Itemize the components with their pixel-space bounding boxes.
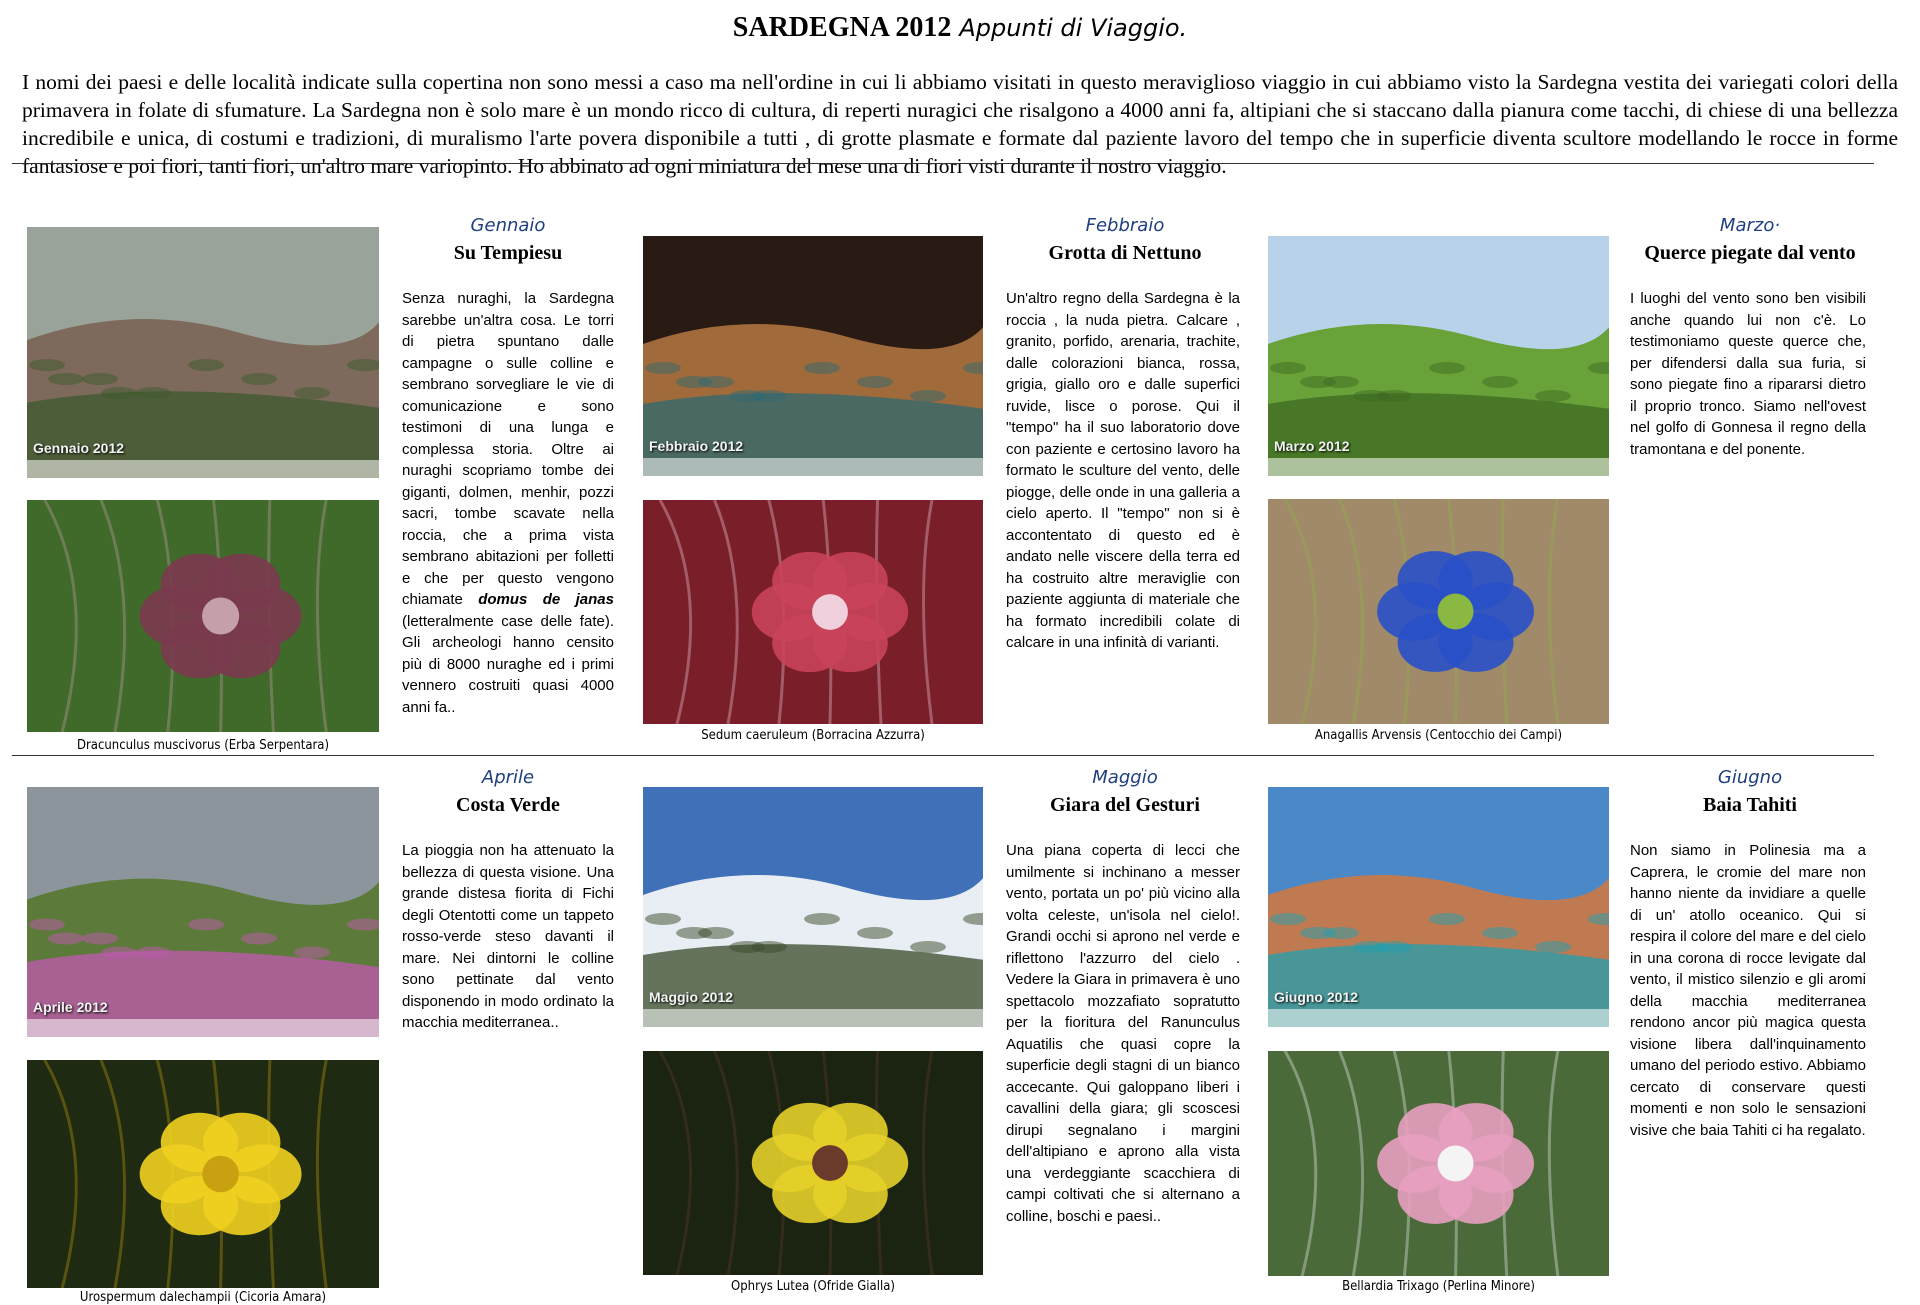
flower-caption: Anagallis Arvensis (Centocchio dei Campi) <box>1314 728 1563 743</box>
flower-caption: Ophrys Lutea (Ofride Gialla) <box>731 1279 895 1294</box>
description-emphasis: domus de janas <box>478 591 614 608</box>
description-text: I luoghi del vento sono ben visibili anche quando lui non c'è. Lo testimoniamo queste querce che, per difendersi dalla sua furia, si sono piegate fino a ripararsi dietro il proprio tronco. Siamo nell'ovest nel golfo di Gonnesa il regno della tramontana e del ponente. <box>1630 290 1866 458</box>
calendar-strip <box>1268 1009 1609 1027</box>
month-photo <box>27 787 379 1037</box>
month-photo <box>27 227 379 478</box>
calendar-strip <box>1268 458 1609 476</box>
month-name: Marzo· <box>1719 215 1781 236</box>
flower-photo <box>27 1060 379 1288</box>
calendar-label: Febbraio 2012 <box>649 438 744 454</box>
flower-caption: Urospermum dalechampii (Cicoria Amara) <box>79 1290 327 1305</box>
place-name: Su Tempiesu <box>453 242 563 264</box>
month-description <box>1630 288 1866 460</box>
calendar-label: Gennaio 2012 <box>33 440 125 456</box>
description-text: (letteralmente case delle fate). Gli archeologi hanno censito più di 8000 nuraghe ed i primi vennero costruiti quasi 4000 anni fa.. <box>402 612 614 716</box>
flower-photo <box>27 500 379 732</box>
month-name: Aprile <box>481 767 535 788</box>
month-photo <box>1268 236 1609 476</box>
title-subtitle: Appunti di Viaggio. <box>959 14 1188 42</box>
place-name: Baia Tahiti <box>1703 794 1797 816</box>
calendar-label: Giugno 2012 <box>1274 989 1359 1005</box>
calendar-label: Maggio 2012 <box>649 989 734 1005</box>
divider-top <box>12 163 1874 164</box>
month-description <box>402 840 614 1034</box>
month-description <box>1006 288 1240 654</box>
description-text: Non siamo in Polinesia ma a Caprera, le cromie del mare non hanno niente da invidiare a quelle di un' atollo oceanico. Qui si respira il colore del mare e del cielo in una corona di rocce levigate dal vento, il mistico silenzio e gli aromi della macchia mediterranea rendono ancor più magica questa visione libera dall'inquinamento umano del periodo estivo. Abbiamo cercato di conservare questi momenti e non solo le sensazioni visive che baia Tahiti ci ha regalato. <box>1630 842 1866 1139</box>
flower-caption: Bellardia Trixago (Perlina Minore) <box>1342 1279 1535 1294</box>
month-description <box>1006 840 1240 1227</box>
description-text: Senza nuraghi, la Sardegna sarebbe un'altra cosa. Le torri di pietra spuntano dalle campagne o sulle colline e sembrano sorvegliare le vie di comunicazione e sono testimoni di una lunga e complessa storia. Oltre ai nuraghi scopriamo tombe dei giganti, dolmen, menhir, pozzi sacri, tombe scavate nella roccia, che a prima vista sembrano abitazioni per folletti e che per questo vengono chiamate <box>402 290 614 608</box>
month-name: Giugno <box>1717 767 1783 788</box>
calendar-label: Aprile 2012 <box>33 999 108 1015</box>
month-description <box>1630 840 1866 1141</box>
intro-paragraph: I nomi dei paesi e delle località indicate sulla copertina non sono messi a caso ma nell'ordine in cui li abbiamo visitati in questo meraviglioso viaggio in cui abbiamo visto la Sardegna vestita dei variegati colori della primavera in folate di sfumature. La Sardegna non è solo mare è un mondo ricco di cultura, di reperti nuragici che risalgono a 4000 anni fa, altipiani che si staccano dalla pianura come tacchi, di chiese di una bellezza incredibile e unica, di costumi e tradizioni, di muralismo l'arte povera disponibile a tutti , di grotte plasmate e formate dal paziente lavoro del tempo che in superficie diventa scultore modellando le rocce in forme fantasiose e poi fiori, tanti fiori, un'altro mare variopinto. Ho abbinato ad ogni miniatura del mese una di fiori visti durante il nostro viaggio. <box>22 70 1898 178</box>
place-name: Querce piegate dal vento <box>1644 242 1856 264</box>
month-photo <box>1268 787 1609 1027</box>
flower-photo <box>1268 1051 1609 1276</box>
month-name: Maggio <box>1092 767 1158 788</box>
calendar-strip <box>643 1009 983 1027</box>
description-text: La pioggia non ha attenuato la bellezza di questa visione. Una grande distesa fiorita di Fichi degli Otentotti come un tappeto rosso-verde steso davanti il mare. Nei dintorni le colline sono pettinate dal vento disponendo in modo ordinato la macchia mediterranea.. <box>402 842 614 1031</box>
flower-photo <box>643 500 983 724</box>
month-name: Febbraio <box>1085 215 1165 236</box>
document-title <box>0 12 1920 44</box>
place-name: Costa Verde <box>456 794 560 816</box>
calendar-label: Marzo 2012 <box>1274 438 1350 454</box>
description-text: Una piana coperta di lecci che umilmente si inchinano a messer vento, portata un po' più vicino alla volta celeste, un'isola nel cielo!. Grandi occhi si aprono nel verde e riflettono l'azzurro del cielo . Vedere la Giara in primavera è uno spettacolo mozzafiato sopratutto per la fioritura del Ranunculus Aquatilis che quasi copre la superficie degli stagni di un bianco accecante. Qui galoppano liberi i cavallini della giara; gli scoscesi dirupi segnalano i margini dell'altipiano e aprono alla vista una verdeggiante scacchiera di campi coltivati che si alternano a colline, boschi e paesi.. <box>1006 842 1240 1225</box>
divider-middle <box>12 755 1874 756</box>
title-main: SARDEGNA 2012 <box>732 12 952 43</box>
place-name: Giara del Gesturi <box>1050 794 1200 816</box>
month-name: Gennaio <box>470 215 546 236</box>
calendar-strip <box>27 460 379 478</box>
calendar-strip <box>643 458 983 476</box>
description-text: Un'altro regno della Sardegna è la roccia , la nuda pietra. Calcare , granito, porfido, arenaria, trachite, dalle colorazioni bianca, rossa, grigia, giallo oro e dalle superfici ruvide, lisce o porose. Qui il "tempo" ha il suo laboratorio dove con paziente e certosino lavoro ha formato le sculture del vento, delle piogge, delle onde in una galleria a cielo aperto. Il "tempo" non si è accontentato di questo ed è andato nelle viscere della terra ed ha costruito altre meraviglie con paziente aggiunta di materiale che ha formato incredibili colate di calcare in una infinità di varianti. <box>1006 290 1240 651</box>
flower-photo <box>1268 499 1609 724</box>
month-photo <box>643 787 983 1027</box>
flower-photo <box>643 1051 983 1275</box>
place-name: Grotta di Nettuno <box>1048 242 1202 264</box>
flower-caption: Sedum caeruleum (Borracina Azzurra) <box>701 728 925 743</box>
month-photo <box>643 236 983 476</box>
calendar-strip <box>27 1019 379 1037</box>
month-description <box>402 288 614 718</box>
flower-caption: Dracunculus muscivorus (Erba Serpentara) <box>76 738 330 753</box>
